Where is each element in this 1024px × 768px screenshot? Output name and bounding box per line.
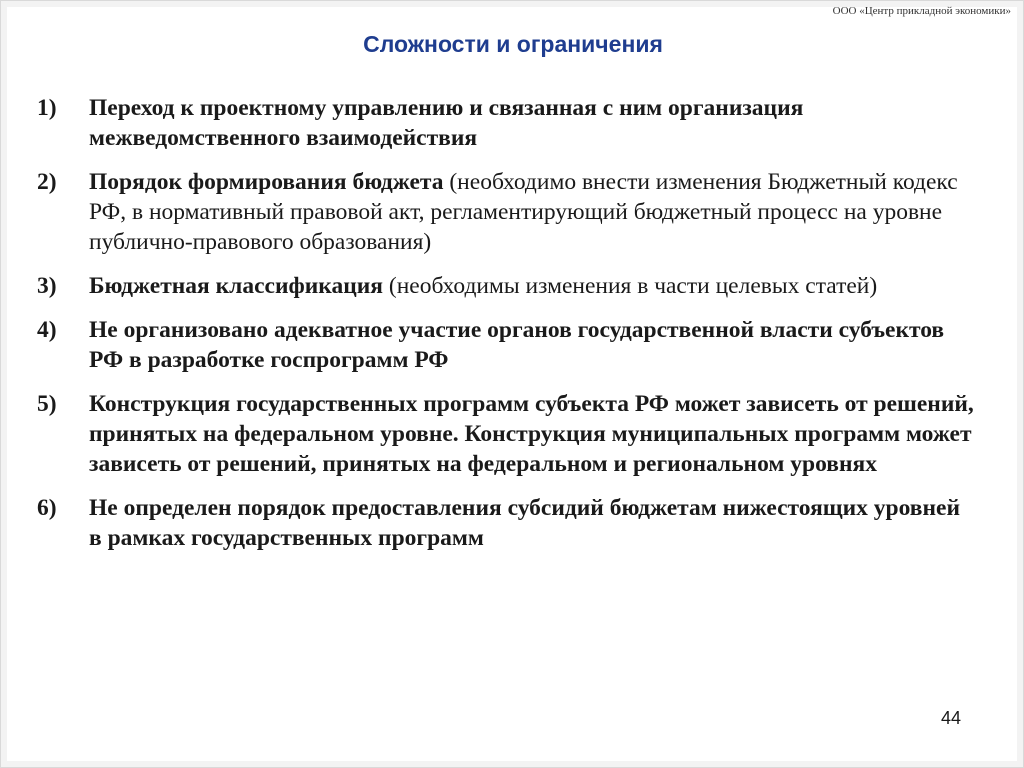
item-bold-text: Порядок формирования бюджета [89,169,444,195]
list-item [37,493,977,553]
item-number: 4) [37,317,57,343]
list-item [37,271,977,301]
item-text [89,167,977,257]
list-item [37,389,977,479]
item-text [89,389,977,479]
item-number: 2) [37,169,57,195]
item-normal-text: (необходимо внести изменения Бюджетный кодекс РФ, в нормативный правовой акт, регламентирующий бюджетный процесс на уровне публично-правового образования) [89,169,958,255]
item-number: 3) [37,273,57,299]
item-bold-text: Конструкция государственных программ субъекта РФ может зависеть от решений, принятых на федеральном уровне. Конструкция муниципальных программ может зависеть от решений, принятых на федеральном и региональном уровнях [89,391,974,477]
item-text [89,93,977,153]
list-item [37,167,977,257]
list-item [37,315,977,375]
item-text [89,493,977,553]
organization-label: ООО «Центр прикладной экономики» [832,5,1011,17]
difficulties-list [37,93,977,567]
item-number: 1) [37,95,57,121]
item-text [89,271,977,301]
list-item [37,93,977,153]
item-number: 6) [37,495,57,521]
slide-title: Сложности и ограничения [363,31,663,57]
page-number: 44 [940,708,961,728]
item-normal-text: (необходимы изменения в части целевых статей) [383,273,878,299]
item-number: 5) [37,391,57,417]
item-bold-text: Не определен порядок предоставления субсидий бюджетам нижестоящих уровней в рамках государственных программ [89,495,960,551]
item-bold-text: Переход к проектному управлению и связанная с ним организация межведомственного взаимодействия [89,95,804,151]
item-bold-text: Не организовано адекватное участие органов государственной власти субъектов РФ в разработке госпрограмм РФ [89,317,945,373]
item-bold-text: Бюджетная классификация [89,273,384,299]
item-text [89,315,977,375]
